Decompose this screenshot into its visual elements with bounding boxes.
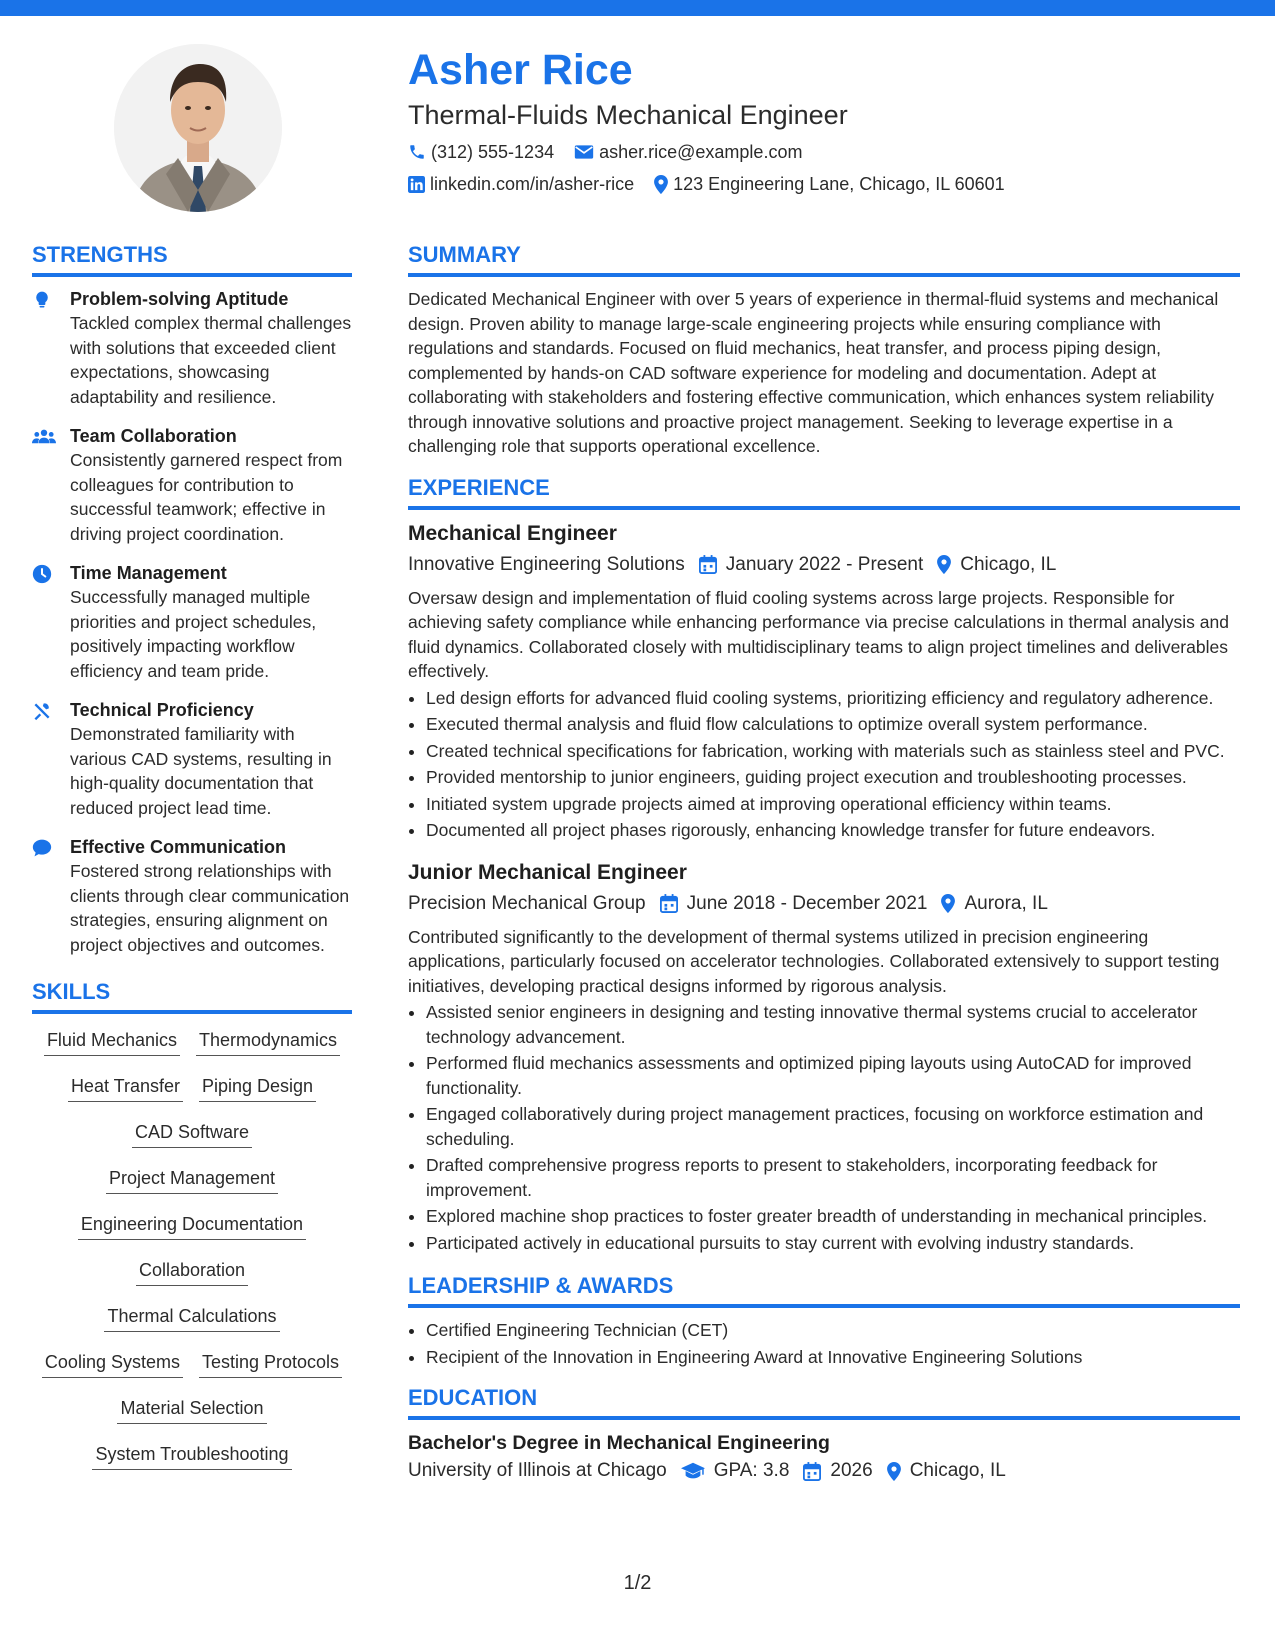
skills-list: [32, 1028, 352, 1488]
contact-phone[interactable]: [408, 140, 554, 164]
skill-tag: CAD Software: [132, 1120, 252, 1148]
strength-item: [32, 287, 352, 409]
graduation-year: [801, 1458, 872, 1484]
map-pin-icon: [654, 175, 668, 194]
job-bullet: • Initiated system upgrade projects aimed at improving operational efficiency within teams.: [426, 792, 1240, 817]
strength-description: Successfully managed multiple priorities and project schedules, positively impacting workflow efficiency and team pride.: [70, 587, 317, 681]
skills-heading: SKILLS: [32, 977, 352, 1014]
skill-tag: Piping Design: [199, 1074, 316, 1102]
strength-description: Demonstrated familiarity with various CAD systems, resulting in high-quality documentation that reduced project lead time.: [70, 724, 332, 818]
candidate-title: Thermal-Fluids Mechanical Engineer: [408, 100, 848, 130]
job-meta: [408, 552, 1240, 578]
candidate-name: Asher Rice: [408, 46, 633, 94]
strength-item: [32, 561, 352, 683]
job-bullet: • Documented all project phases rigorously, enhancing knowledge transfer for future endeavors.: [426, 818, 1240, 843]
job-company: [408, 552, 685, 578]
profile-photo-illustration: [114, 44, 282, 212]
job-bullet: • Provided mentorship to junior engineers, guiding project execution and troubleshooting processes.: [426, 765, 1240, 790]
lightbulb-icon: [32, 290, 52, 310]
skill-tag: Testing Protocols: [199, 1350, 342, 1378]
school-location-text: Chicago, IL: [909, 1460, 1006, 1481]
top-accent-bar: [0, 0, 1275, 16]
skill-tag: Cooling Systems: [42, 1350, 183, 1378]
contact-row-2: [408, 172, 1238, 196]
skill-tag: Project Management: [106, 1166, 278, 1194]
skill-tag: Thermodynamics: [196, 1028, 340, 1056]
strengths-heading: STRENGTHS: [32, 240, 352, 277]
strength-description: Consistently garnered respect from colleagues for contribution to successful teamwork; effective in driving project coordination.: [70, 450, 343, 544]
job-bullet: • Engaged collaboratively during project management practices, focusing on workforce estimation and scheduling.: [426, 1102, 1240, 1151]
job-dates-text: June 2018 - December 2021: [686, 892, 928, 914]
job-company: [408, 891, 646, 917]
email-text: asher.rice@example.com: [599, 142, 803, 162]
graduation-year-text: 2026: [830, 1460, 873, 1481]
job-description: Oversaw design and implementation of fluid cooling systems across large projects. Responsible for achieving safety compliance while enhancing performance via precise calculations in thermal analysis and fluid dynamics. Collaborated closely with multidisciplinary teams to align project timelines and deliverables effectively.: [408, 587, 1229, 681]
address-text: 123 Engineering Lane, Chicago, IL 60601: [673, 174, 1005, 194]
contact-email[interactable]: [574, 140, 802, 164]
job-description: Contributed significantly to the development of thermal systems utilized in precision engineering applications, particularly focused on accelerator technologies. Collaborated extensively to support testing initiatives, developing practical designs informed by rigorous analysis.: [408, 926, 1220, 996]
job-location: [939, 891, 1047, 917]
profile-photo: [114, 44, 282, 212]
job-company-text: Precision Mechanical Group: [408, 892, 646, 914]
calendar-icon: [803, 1462, 821, 1481]
skill-tag: Thermal Calculations: [104, 1304, 279, 1332]
job-bullets: [408, 686, 1240, 843]
education-heading: EDUCATION: [408, 1383, 1240, 1420]
strength-description: Tackled complex thermal challenges with solutions that exceeded client expectations, showcasing adaptability and resilience.: [70, 313, 352, 407]
job-bullets: [408, 1000, 1240, 1255]
award-item: • Certified Engineering Technician (CET): [426, 1318, 1240, 1343]
job-bullet: • Led design efforts for advanced fluid cooling systems, prioritizing efficiency and regulatory adherence.: [426, 686, 1240, 711]
skill-tag: Engineering Documentation: [78, 1212, 306, 1240]
job-title: Junior Mechanical Engineer: [408, 860, 687, 884]
graduation-cap-icon: [681, 1462, 705, 1480]
award-item: • Recipient of the Innovation in Engineering Award at Innovative Engineering Solutions: [426, 1345, 1240, 1370]
job-entry: [408, 859, 1240, 1256]
job-location-text: Aurora, IL: [964, 892, 1048, 914]
job-title: Mechanical Engineer: [408, 521, 617, 545]
degree-title: Bachelor's Degree in Mechanical Engineering: [408, 1432, 830, 1454]
school-location: [885, 1458, 1006, 1484]
contact-address: [654, 172, 1005, 196]
phone-text: (312) 555-1234: [431, 142, 555, 162]
gpa-text: GPA: 3.8: [713, 1460, 790, 1481]
linkedin-icon: [408, 176, 425, 193]
strength-title: Effective Communication: [70, 837, 287, 857]
job-meta: [408, 891, 1240, 917]
clock-icon: [32, 564, 52, 584]
right-column: [408, 240, 1240, 1484]
job-bullet: • Drafted comprehensive progress reports to present to stakeholders, incorporating feedback for improvement.: [426, 1153, 1240, 1202]
strength-description: Fostered strong relationships with clients through clear communication strategies, ensuring alignment on project objectives and outcomes.: [70, 861, 350, 955]
job-company-text: Innovative Engineering Solutions: [408, 553, 685, 575]
job-dates: [697, 552, 924, 578]
linkedin-text: linkedin.com/in/asher-rice: [430, 174, 635, 194]
job-location-text: Chicago, IL: [960, 553, 1057, 575]
summary-heading: SUMMARY: [408, 240, 1240, 277]
tools-icon: [32, 701, 52, 721]
school-name: [408, 1458, 667, 1484]
job-entry: [408, 520, 1240, 843]
calendar-icon: [699, 555, 717, 574]
users-icon: [32, 427, 56, 445]
job-dates: [658, 891, 928, 917]
gpa: [679, 1458, 790, 1484]
left-column: [32, 240, 352, 1488]
phone-icon: [408, 143, 426, 161]
skill-tag: Collaboration: [136, 1258, 248, 1286]
resume-header: [408, 44, 1238, 196]
strength-title: Technical Proficiency: [70, 700, 254, 720]
job-bullet: • Assisted senior engineers in designing and testing innovative thermal systems crucial to accelerator technology advancement.: [426, 1000, 1240, 1049]
skill-tag: Fluid Mechanics: [44, 1028, 180, 1056]
job-bullet: • Explored machine shop practices to foster greater breadth of understanding in mechanical principles.: [426, 1204, 1240, 1229]
contact-linkedin[interactable]: [408, 172, 634, 196]
chat-bubble-icon: [32, 838, 52, 858]
envelope-icon: [574, 144, 594, 160]
job-dates-text: January 2022 - Present: [725, 553, 924, 575]
job-bullet: • Created technical specifications for fabrication, working with materials such as stainless steel and PVC.: [426, 739, 1240, 764]
leadership-list: [408, 1318, 1240, 1369]
strength-item: [32, 698, 352, 820]
skill-tag: System Troubleshooting: [92, 1442, 291, 1470]
leadership-heading: LEADERSHIP & AWARDS: [408, 1271, 1240, 1308]
job-bullet: • Participated actively in educational pursuits to stay current with evolving industry standards.: [426, 1231, 1240, 1256]
job-location: [935, 552, 1056, 578]
page-number: 1/2: [623, 1572, 652, 1594]
strength-title: Team Collaboration: [70, 426, 237, 446]
experience-heading: EXPERIENCE: [408, 473, 1240, 510]
strength-item: [32, 424, 352, 546]
map-pin-icon: [941, 894, 955, 913]
skill-tag: Heat Transfer: [68, 1074, 183, 1102]
summary-text: Dedicated Mechanical Engineer with over 5 years of experience in thermal-fluid systems and mechanical design. Proven ability to manage large-scale engineering projects while ensuring compliance with regulations and standards. Focused on fluid mechanics, heat transfer, and process piping design, complemented by hands-on CAD software experience for modeling and documentation. Adept at collaborating with stakeholders and fostering effective communication, which enhances system reliability through innovative solutions and proactive project management. Seeking to leverage expertise in a challenging role that supports operational excellence.: [408, 289, 1219, 456]
contact-row-1: [408, 140, 1238, 164]
strength-title: Problem-solving Aptitude: [70, 289, 289, 309]
skill-tag: Material Selection: [117, 1396, 266, 1424]
strength-title: Time Management: [70, 563, 227, 583]
calendar-icon: [660, 894, 678, 913]
job-bullet: • Performed fluid mechanics assessments and optimized piping layouts using AutoCAD for improved functionality.: [426, 1051, 1240, 1100]
strength-item: [32, 835, 352, 957]
school-name-text: University of Illinois at Chicago: [408, 1460, 667, 1481]
map-pin-icon: [937, 555, 951, 574]
job-bullet: • Executed thermal analysis and fluid flow calculations to optimize overall system performance.: [426, 712, 1240, 737]
map-pin-icon: [887, 1462, 901, 1481]
education-meta: [408, 1458, 1240, 1484]
